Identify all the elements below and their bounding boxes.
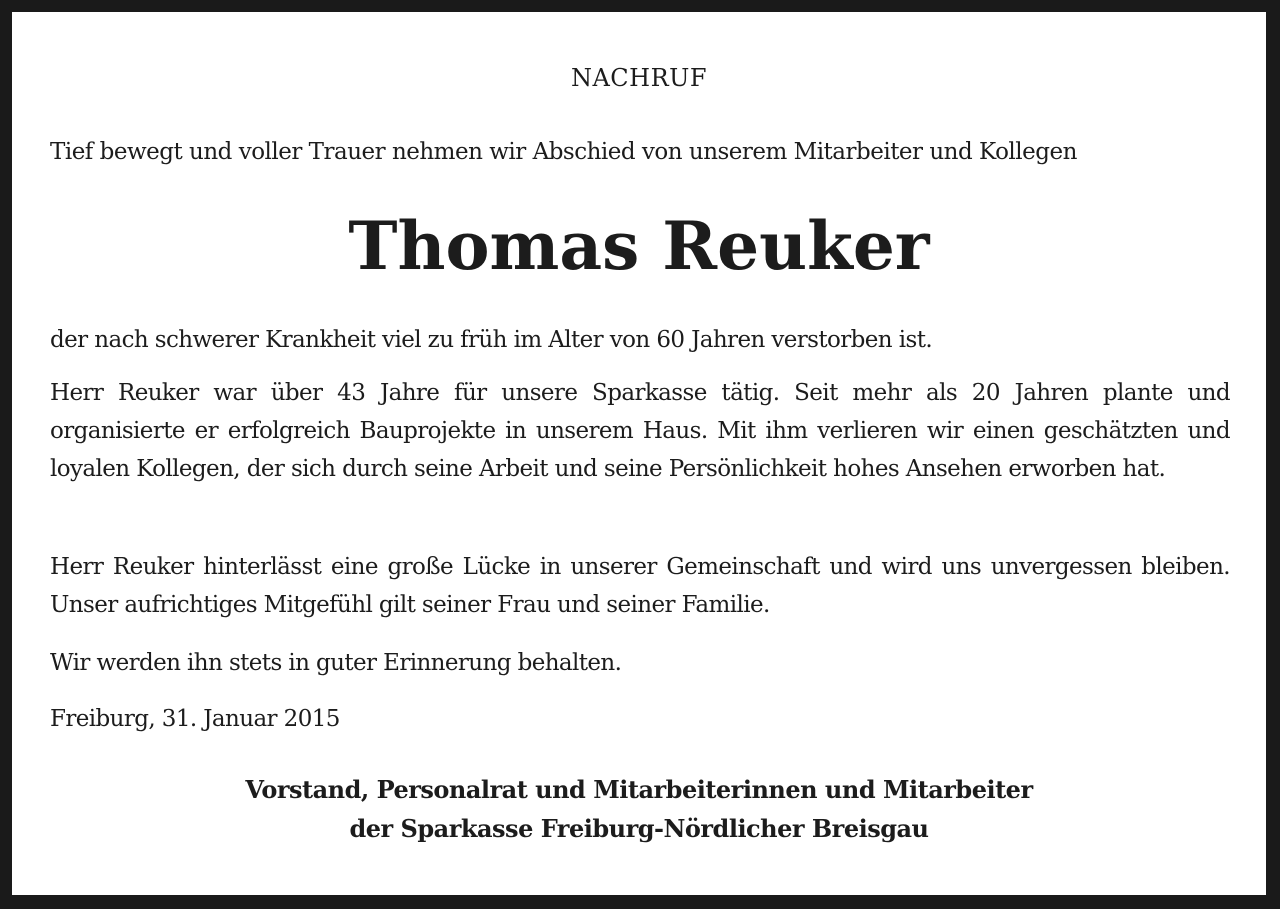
- obituary-notice: [12, 12, 1266, 895]
- deceased-name: Thomas Reuker: [348, 207, 930, 285]
- paragraph-circumstances: der nach schwerer Krankheit viel zu früh im Alter von 60 Jahren verstorben ist.: [50, 327, 933, 353]
- signature-line-2: der Sparkasse Freiburg-Nördlicher Breisgau: [349, 814, 929, 843]
- intro-text: Tief bewegt und voller Trauer nehmen wir Abschied von unserem Mitarbeiter und Kollegen: [50, 139, 1077, 165]
- place-date: Freiburg, 31. Januar 2015: [50, 706, 340, 732]
- paragraph-condolence: Herr Reuker hinterlässt eine große Lücke in unserer Gemeinschaft und wird uns unvergessen bleiben. Unser aufrichtiges Mitgefühl gilt seiner Frau und seiner Familie.: [50, 554, 1230, 618]
- obituary-frame: [12, 12, 1266, 895]
- signature-line-1: Vorstand, Personalrat und Mitarbeiterinnen und Mitarbeiter: [245, 775, 1033, 804]
- paragraph-remembrance: Wir werden ihn stets in guter Erinnerung behalten.: [50, 650, 622, 676]
- notice-heading: NACHRUF: [570, 64, 708, 92]
- paragraph-career: Herr Reuker war über 43 Jahre für unsere Sparkasse tätig. Seit mehr als 20 Jahren plante und organisierte er erfolgreich Bauprojekte in unserem Haus. Mit ihm verlieren wir einen geschätzten und loyalen Kollegen, der sich durch seine Arbeit und seine Persönlichkeit hohes Ansehen erworben hat.: [50, 380, 1230, 482]
